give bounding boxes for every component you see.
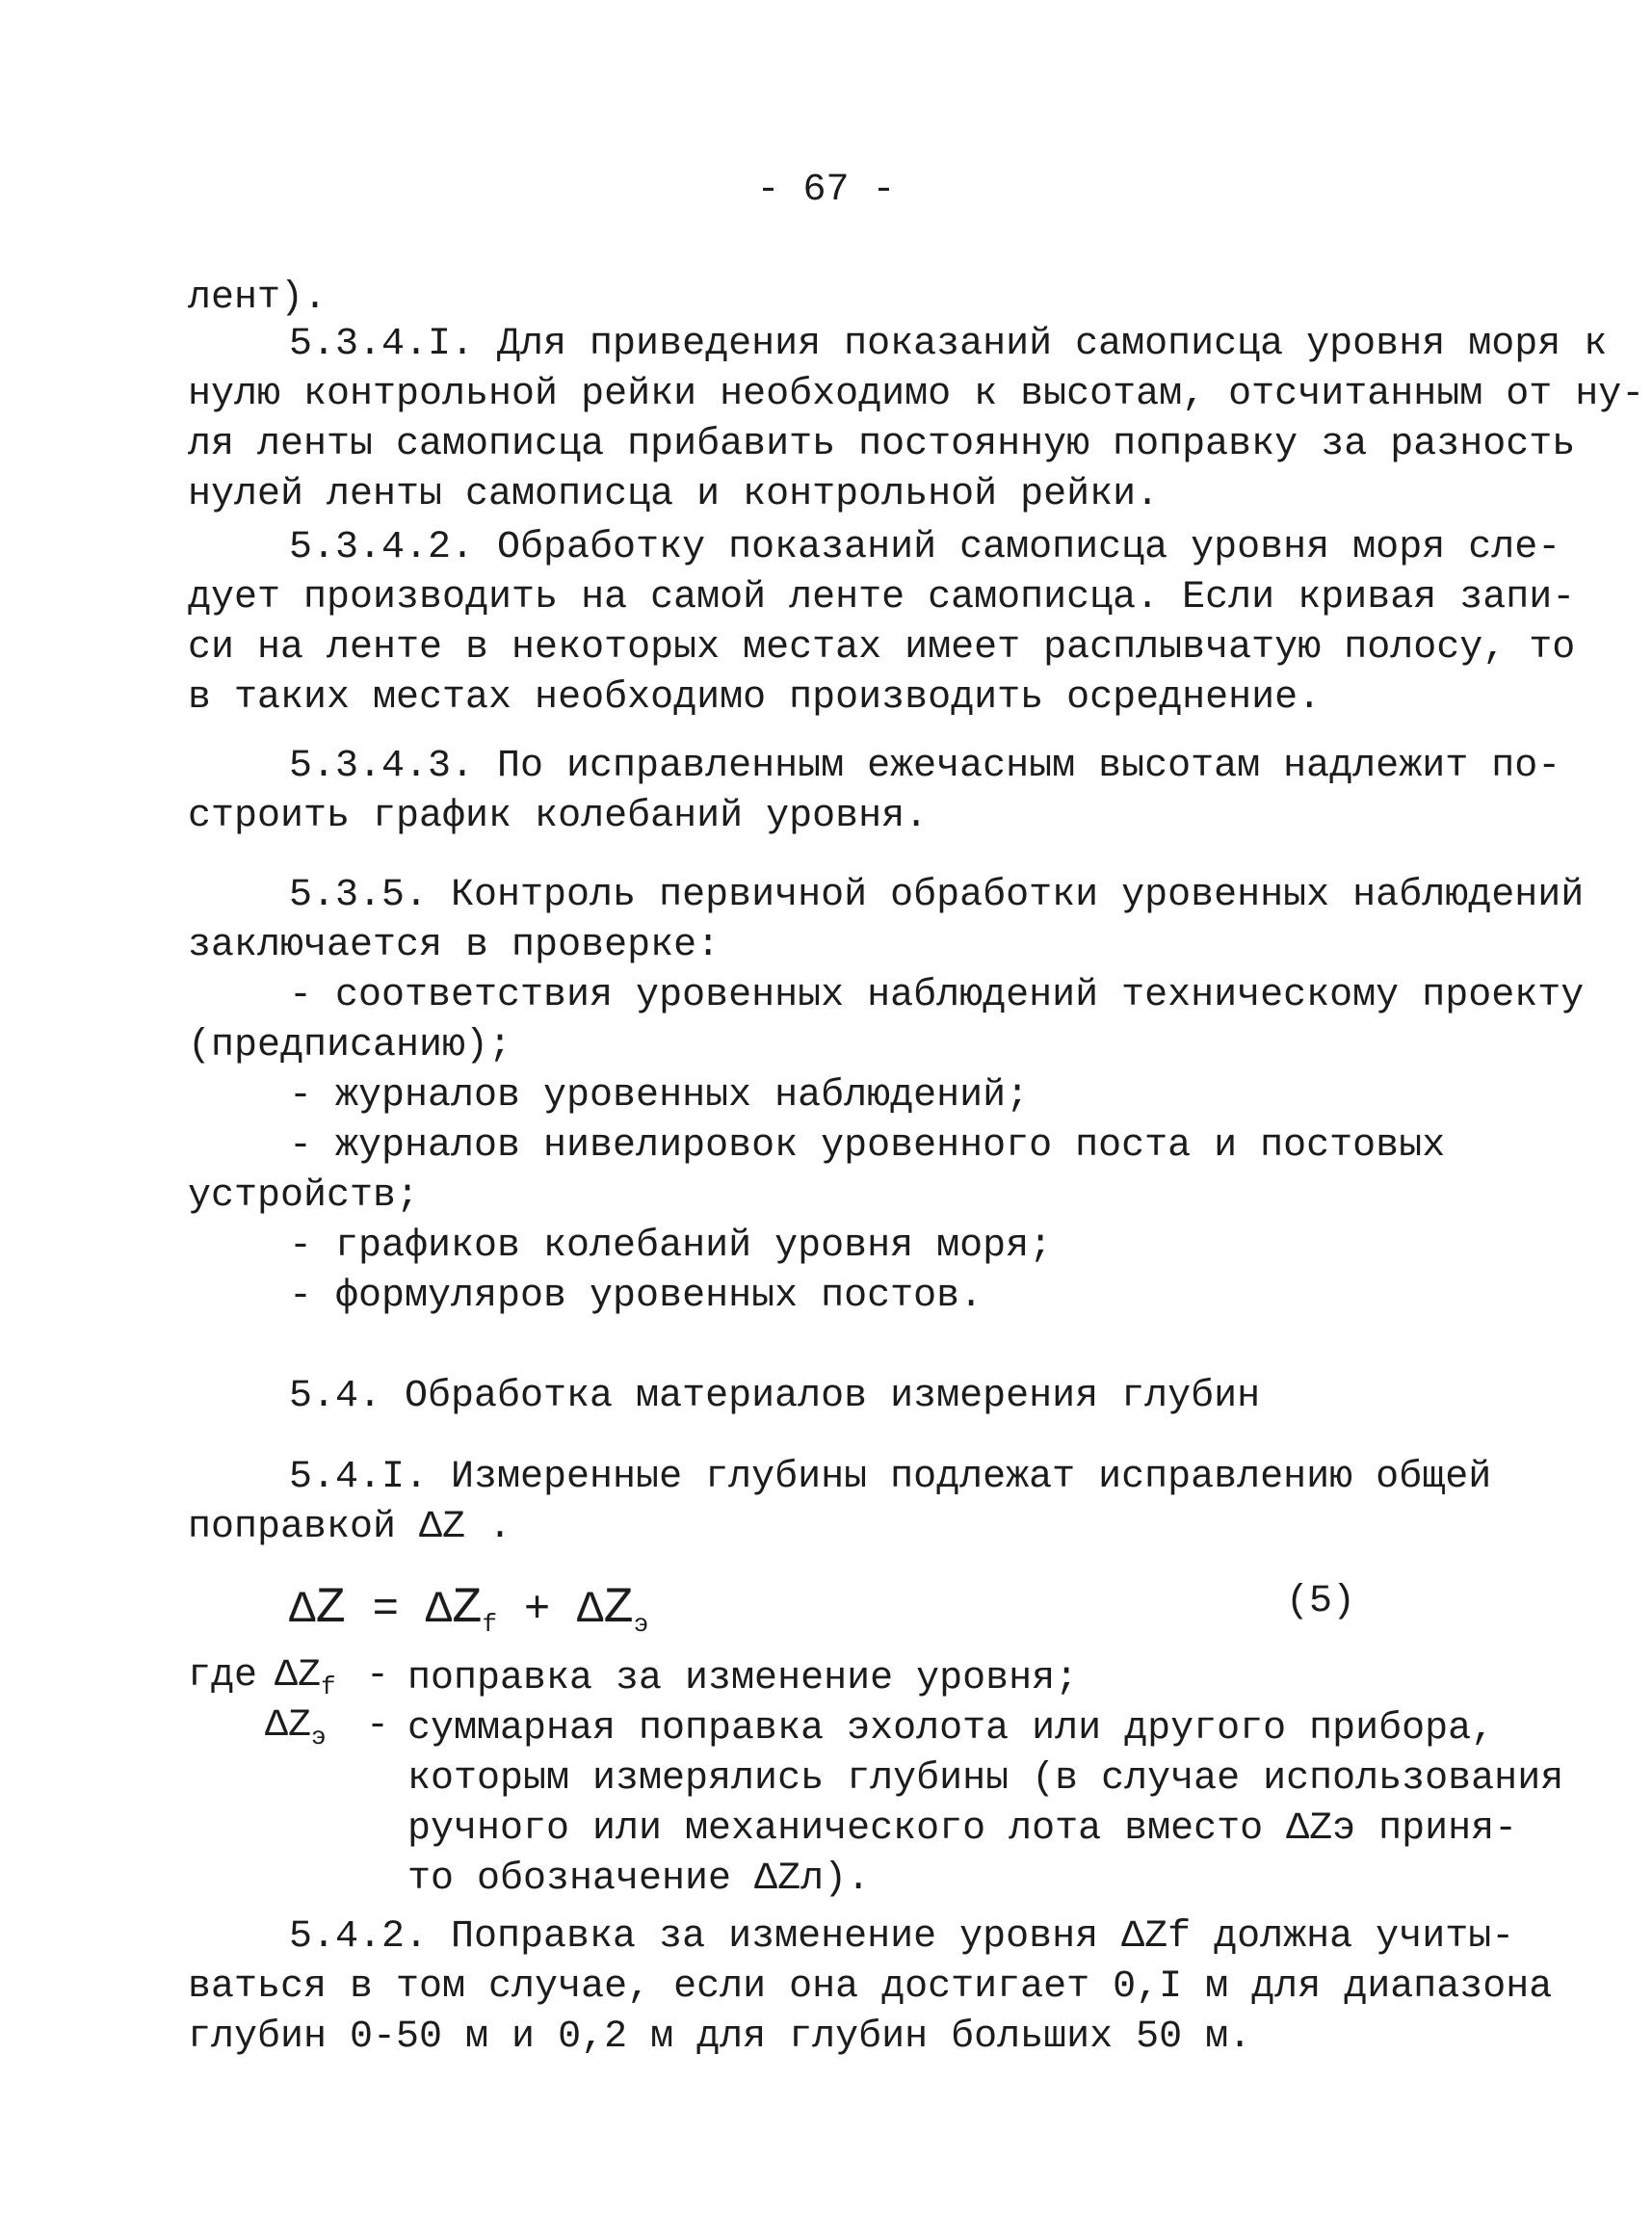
text-line: 5.4.I. Измеренные глубины подлежат исправлению общей bbox=[289, 1456, 1492, 1499]
text-line: дует производить на самой ленте самописца. Если кривая запи- bbox=[188, 576, 1576, 619]
symbol-text: ΔZ bbox=[275, 1654, 322, 1698]
where-word: где bbox=[188, 1654, 258, 1698]
list-item: - графиков колебаний уровня моря; bbox=[289, 1225, 1053, 1268]
text-line: поправкой ΔZ . bbox=[188, 1506, 512, 1549]
definition-dash: - bbox=[366, 1654, 390, 1698]
formula bbox=[289, 1580, 648, 1639]
plus-sign: + bbox=[523, 1585, 551, 1635]
text-line: ваться в том случае, если она достигает 0,I м для диапазона bbox=[188, 1965, 1553, 2009]
definition-text: ручного или механического лота вместо ΔZэ приня- bbox=[407, 1807, 1518, 1851]
definition-text: которым измерялись глубины (в случае использования bbox=[407, 1757, 1564, 1801]
list-item: - журналов уровенных наблюдений; bbox=[289, 1074, 1030, 1118]
list-item: - журналов нивелировок уровенного поста и постовых bbox=[289, 1124, 1446, 1168]
text-line: 5.3.4.2. Обработку показаний самописца уровня моря сле- bbox=[289, 526, 1561, 569]
text-line: си на ленте в некоторых местах имеет расплывчатую полосу, то bbox=[188, 626, 1576, 670]
text-line: 5.4.2. Поправка за изменение уровня ΔZf должна учиты- bbox=[289, 1915, 1515, 1959]
text-line: устройств; bbox=[188, 1174, 420, 1218]
definition-text: поправка за изменение уровня; bbox=[407, 1657, 1079, 1700]
definition-symbol bbox=[275, 1654, 336, 1701]
definition-text: суммарная поправка эхолота или другого прибора, bbox=[407, 1707, 1495, 1751]
text-line: ля ленты самописца прибавить постоянную поправку за разность bbox=[188, 423, 1576, 466]
definition-dash: - bbox=[366, 1704, 390, 1748]
symbol-subscript: f bbox=[321, 1673, 336, 1701]
delta-symbol: Δ bbox=[425, 1585, 453, 1635]
text-line: в таких местах необходимо производить осреднение. bbox=[188, 676, 1322, 720]
list-item: - соответствия уровенных наблюдений техническому проекту bbox=[289, 974, 1585, 1017]
text-line: строить график колебаний уровня. bbox=[188, 795, 929, 838]
text-line: лент). bbox=[188, 277, 328, 320]
delta-symbol: Δ bbox=[289, 1585, 316, 1635]
symbol-text: ΔZ bbox=[265, 1704, 312, 1748]
equation-number: (5) bbox=[1286, 1580, 1356, 1623]
section-heading: 5.4. Обработка материалов измерения глубин bbox=[289, 1375, 1261, 1418]
text-line: (предписанию); bbox=[188, 1024, 512, 1067]
subscript-e: э bbox=[633, 1610, 649, 1640]
z-symbol: Z bbox=[603, 1580, 634, 1637]
text-line: 5.3.4.3. По исправленным ежечасным высотам надлежит по- bbox=[289, 745, 1561, 788]
symbol-subscript: э bbox=[311, 1723, 327, 1752]
definition-text: то обозначение ΔZл). bbox=[407, 1857, 871, 1901]
page-number: - 67 - bbox=[756, 169, 896, 212]
list-item: - формуляров уровенных постов. bbox=[289, 1275, 983, 1318]
equals-sign: = bbox=[372, 1585, 400, 1635]
subscript-f: f bbox=[482, 1610, 498, 1640]
text-line: 5.3.5. Контроль первичной обработки уровенных наблюдений bbox=[289, 874, 1585, 917]
text-line: заключается в проверке: bbox=[188, 924, 721, 967]
text-line: глубин 0-50 м и 0,2 м для глубин больших 50 м. bbox=[188, 2015, 1252, 2059]
definition-symbol bbox=[265, 1704, 327, 1752]
text-line: нулей ленты самописца и контрольной рейки. bbox=[188, 473, 1160, 516]
delta-symbol: Δ bbox=[576, 1585, 604, 1635]
z-symbol: Z bbox=[315, 1580, 346, 1637]
z-symbol: Z bbox=[452, 1580, 483, 1637]
text-line: нулю контрольной рейки необходимо к высотам, отсчитанным от ну- bbox=[188, 373, 1645, 416]
text-line: 5.3.4.I. Для приведения показаний самописца уровня моря к bbox=[289, 323, 1608, 366]
